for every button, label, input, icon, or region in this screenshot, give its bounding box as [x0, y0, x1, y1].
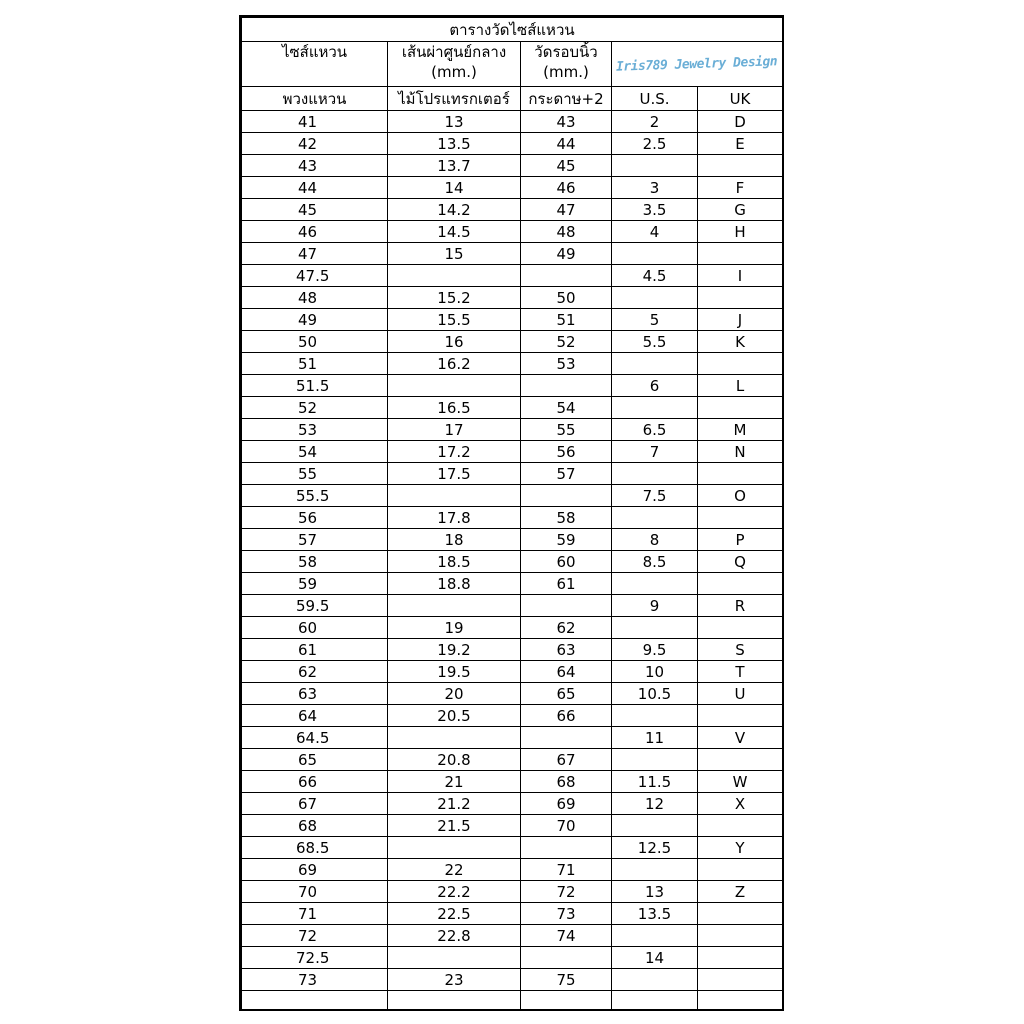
cell-circumference: 54 — [521, 397, 612, 419]
cell-us-size: 7.5 — [612, 485, 698, 507]
cell-uk-size — [698, 969, 783, 991]
cell-uk-size: K — [698, 331, 783, 353]
table-row — [242, 133, 783, 155]
cell-uk-size — [698, 573, 783, 595]
cell-uk-size — [698, 617, 783, 639]
cell-uk-size — [698, 507, 783, 529]
cell-uk-size: D — [698, 111, 783, 133]
cell-us-size — [612, 243, 698, 265]
table-row — [242, 771, 783, 793]
cell-diameter: 22.5 — [388, 903, 521, 925]
table-row — [242, 375, 783, 397]
cell-ring-size: 55 — [242, 463, 388, 485]
cell-us-size: 12 — [612, 793, 698, 815]
cell-diameter: 19.2 — [388, 639, 521, 661]
cell-circumference: 56 — [521, 441, 612, 463]
cell-circumference: 52 — [521, 331, 612, 353]
cell-diameter: 14.5 — [388, 221, 521, 243]
cell-diameter: 17 — [388, 419, 521, 441]
cell-ring-size: 73 — [242, 969, 388, 991]
cell-ring-size: 57 — [242, 529, 388, 551]
cell-us-size: 2 — [612, 111, 698, 133]
cell-us-size: 8 — [612, 529, 698, 551]
cell-ring-size: 54 — [242, 441, 388, 463]
cell-diameter: 18 — [388, 529, 521, 551]
cell-uk-size: U — [698, 683, 783, 705]
table-row — [242, 595, 783, 617]
cell-uk-size: P — [698, 529, 783, 551]
cell-ring-size: 51.5 — [242, 375, 388, 397]
table-row — [242, 881, 783, 903]
cell-uk-size: T — [698, 661, 783, 683]
table-row — [242, 309, 783, 331]
cell-ring-size: 51 — [242, 353, 388, 375]
cell-us-size: 4.5 — [612, 265, 698, 287]
cell-diameter — [388, 727, 521, 749]
subheader-paper: กระดาษ+2 — [521, 87, 612, 111]
cell-uk-size: S — [698, 639, 783, 661]
cell-diameter — [388, 375, 521, 397]
cell-circumference: 63 — [521, 639, 612, 661]
cell-ring-size: 50 — [242, 331, 388, 353]
cell-us-size — [612, 573, 698, 595]
cell-diameter: 14.2 — [388, 199, 521, 221]
cell-us-size — [612, 991, 698, 1012]
cell-diameter: 18.5 — [388, 551, 521, 573]
cell-diameter: 13.7 — [388, 155, 521, 177]
table-row — [242, 485, 783, 507]
header-row — [242, 42, 783, 87]
cell-circumference: 70 — [521, 815, 612, 837]
table-row — [242, 749, 783, 771]
cell-ring-size: 48 — [242, 287, 388, 309]
cell-diameter — [388, 265, 521, 287]
cell-diameter — [388, 837, 521, 859]
cell-circumference: 51 — [521, 309, 612, 331]
cell-circumference — [521, 727, 612, 749]
cell-uk-size — [698, 243, 783, 265]
cell-uk-size: F — [698, 177, 783, 199]
cell-ring-size: 52 — [242, 397, 388, 419]
cell-ring-size: 68.5 — [242, 837, 388, 859]
cell-ring-size: 59 — [242, 573, 388, 595]
cell-us-size — [612, 925, 698, 947]
cell-uk-size: V — [698, 727, 783, 749]
cell-us-size: 14 — [612, 947, 698, 969]
subheader-protractor: ไม้โปรแทรกเตอร์ — [388, 87, 521, 111]
cell-diameter: 22.2 — [388, 881, 521, 903]
cell-circumference: 53 — [521, 353, 612, 375]
cell-ring-size: 47.5 — [242, 265, 388, 287]
cell-uk-size — [698, 287, 783, 309]
cell-circumference: 57 — [521, 463, 612, 485]
cell-ring-size: 45 — [242, 199, 388, 221]
cell-diameter: 16.2 — [388, 353, 521, 375]
cell-diameter: 22.8 — [388, 925, 521, 947]
cell-circumference: 68 — [521, 771, 612, 793]
cell-ring-size: 53 — [242, 419, 388, 441]
cell-us-size — [612, 705, 698, 727]
cell-ring-size: 49 — [242, 309, 388, 331]
cell-ring-size: 72 — [242, 925, 388, 947]
cell-us-size — [612, 617, 698, 639]
table-row — [242, 639, 783, 661]
cell-circumference: 49 — [521, 243, 612, 265]
cell-uk-size: Y — [698, 837, 783, 859]
cell-uk-size: J — [698, 309, 783, 331]
table-row — [242, 331, 783, 353]
cell-uk-size: R — [698, 595, 783, 617]
cell-us-size — [612, 749, 698, 771]
ring-size-chart — [239, 15, 784, 1011]
cell-circumference: 44 — [521, 133, 612, 155]
cell-us-size — [612, 353, 698, 375]
cell-uk-size — [698, 705, 783, 727]
table-row — [242, 947, 783, 969]
header-ring-size: ไซส์แหวน — [242, 42, 388, 87]
cell-us-size: 13.5 — [612, 903, 698, 925]
cell-circumference — [521, 485, 612, 507]
table-row — [242, 353, 783, 375]
cell-ring-size: 60 — [242, 617, 388, 639]
cell-diameter: 21.5 — [388, 815, 521, 837]
cell-ring-size: 72.5 — [242, 947, 388, 969]
cell-uk-size: H — [698, 221, 783, 243]
header-diameter: เส้นผ่าศูนย์กลาง (mm.) — [388, 42, 521, 87]
table-row — [242, 705, 783, 727]
cell-us-size: 4 — [612, 221, 698, 243]
cell-circumference: 62 — [521, 617, 612, 639]
cell-us-size: 10 — [612, 661, 698, 683]
cell-uk-size: N — [698, 441, 783, 463]
cell-diameter: 13 — [388, 111, 521, 133]
cell-us-size: 3 — [612, 177, 698, 199]
subheader-row — [242, 87, 783, 111]
table-row — [242, 243, 783, 265]
cell-ring-size: 61 — [242, 639, 388, 661]
cell-circumference: 69 — [521, 793, 612, 815]
cell-us-size — [612, 397, 698, 419]
cell-ring-size: 55.5 — [242, 485, 388, 507]
table-row — [242, 683, 783, 705]
cell-ring-size: 63 — [242, 683, 388, 705]
cell-circumference: 55 — [521, 419, 612, 441]
table-row — [242, 727, 783, 749]
table-row — [242, 221, 783, 243]
cell-circumference: 59 — [521, 529, 612, 551]
cell-uk-size — [698, 155, 783, 177]
cell-circumference — [521, 947, 612, 969]
cell-circumference — [521, 595, 612, 617]
cell-us-size: 9 — [612, 595, 698, 617]
cell-diameter: 22 — [388, 859, 521, 881]
cell-uk-size — [698, 859, 783, 881]
cell-ring-size: 64 — [242, 705, 388, 727]
cell-us-size: 5.5 — [612, 331, 698, 353]
brand-logo: Iris789 Jewelry Design — [612, 42, 783, 87]
cell-diameter: 21 — [388, 771, 521, 793]
cell-diameter — [388, 947, 521, 969]
cell-us-size: 7 — [612, 441, 698, 463]
cell-circumference: 46 — [521, 177, 612, 199]
cell-circumference: 64 — [521, 661, 612, 683]
cell-us-size: 11 — [612, 727, 698, 749]
cell-circumference: 45 — [521, 155, 612, 177]
cell-ring-size: 68 — [242, 815, 388, 837]
cell-diameter: 18.8 — [388, 573, 521, 595]
table-row — [242, 815, 783, 837]
cell-uk-size — [698, 815, 783, 837]
cell-ring-size: 47 — [242, 243, 388, 265]
table-row — [242, 793, 783, 815]
cell-circumference: 60 — [521, 551, 612, 573]
cell-uk-size: Q — [698, 551, 783, 573]
cell-diameter: 14 — [388, 177, 521, 199]
table-row — [242, 859, 783, 881]
cell-circumference: 65 — [521, 683, 612, 705]
cell-diameter: 20.8 — [388, 749, 521, 771]
cell-ring-size: 67 — [242, 793, 388, 815]
cell-diameter: 21.2 — [388, 793, 521, 815]
cell-circumference: 72 — [521, 881, 612, 903]
cell-us-size — [612, 815, 698, 837]
cell-diameter: 13.5 — [388, 133, 521, 155]
cell-us-size — [612, 507, 698, 529]
cell-uk-size: Z — [698, 881, 783, 903]
cell-us-size: 2.5 — [612, 133, 698, 155]
ring-size-table — [241, 17, 783, 1011]
table-row — [242, 969, 783, 991]
table-row — [242, 463, 783, 485]
cell-diameter: 16.5 — [388, 397, 521, 419]
table-row — [242, 529, 783, 551]
header-circumference: วัดรอบนิ้ว (mm.) — [521, 42, 612, 87]
table-row — [242, 199, 783, 221]
cell-uk-size: G — [698, 199, 783, 221]
cell-ring-size: 70 — [242, 881, 388, 903]
cell-us-size: 6 — [612, 375, 698, 397]
cell-us-size — [612, 155, 698, 177]
cell-circumference: 47 — [521, 199, 612, 221]
cell-diameter — [388, 595, 521, 617]
cell-us-size: 10.5 — [612, 683, 698, 705]
subheader-us: U.S. — [612, 87, 698, 111]
table-row — [242, 397, 783, 419]
cell-diameter: 23 — [388, 969, 521, 991]
cell-us-size: 3.5 — [612, 199, 698, 221]
cell-circumference: 48 — [521, 221, 612, 243]
cell-uk-size: E — [698, 133, 783, 155]
cell-circumference — [521, 837, 612, 859]
cell-ring-size: 71 — [242, 903, 388, 925]
cell-ring-size: 41 — [242, 111, 388, 133]
table-row — [242, 551, 783, 573]
cell-diameter: 17.2 — [388, 441, 521, 463]
cell-us-size: 13 — [612, 881, 698, 903]
cell-uk-size — [698, 925, 783, 947]
cell-circumference: 43 — [521, 111, 612, 133]
cell-uk-size — [698, 463, 783, 485]
cell-ring-size — [242, 991, 388, 1012]
cell-circumference — [521, 265, 612, 287]
cell-us-size — [612, 463, 698, 485]
cell-diameter: 17.5 — [388, 463, 521, 485]
cell-us-size: 12.5 — [612, 837, 698, 859]
cell-ring-size: 43 — [242, 155, 388, 177]
cell-circumference: 50 — [521, 287, 612, 309]
table-row — [242, 155, 783, 177]
cell-circumference: 67 — [521, 749, 612, 771]
table-row — [242, 661, 783, 683]
cell-diameter: 15.5 — [388, 309, 521, 331]
cell-diameter: 17.8 — [388, 507, 521, 529]
cell-ring-size: 64.5 — [242, 727, 388, 749]
cell-us-size: 8.5 — [612, 551, 698, 573]
table-row — [242, 573, 783, 595]
cell-diameter — [388, 991, 521, 1012]
table-row — [242, 287, 783, 309]
table-row — [242, 265, 783, 287]
subheader-ring-gauge: พวงแหวน — [242, 87, 388, 111]
table-row — [242, 177, 783, 199]
cell-uk-size — [698, 991, 783, 1012]
cell-circumference: 75 — [521, 969, 612, 991]
cell-uk-size — [698, 353, 783, 375]
cell-us-size: 11.5 — [612, 771, 698, 793]
cell-us-size: 9.5 — [612, 639, 698, 661]
cell-ring-size: 56 — [242, 507, 388, 529]
cell-circumference: 66 — [521, 705, 612, 727]
cell-circumference — [521, 375, 612, 397]
cell-circumference: 71 — [521, 859, 612, 881]
cell-diameter — [388, 485, 521, 507]
cell-us-size — [612, 969, 698, 991]
cell-uk-size — [698, 397, 783, 419]
cell-us-size — [612, 287, 698, 309]
cell-uk-size: O — [698, 485, 783, 507]
cell-circumference — [521, 991, 612, 1012]
table-row — [242, 441, 783, 463]
cell-ring-size: 66 — [242, 771, 388, 793]
cell-circumference: 61 — [521, 573, 612, 595]
cell-ring-size: 42 — [242, 133, 388, 155]
title-row — [242, 18, 783, 42]
cell-uk-size: L — [698, 375, 783, 397]
cell-ring-size: 46 — [242, 221, 388, 243]
cell-uk-size: I — [698, 265, 783, 287]
table-row — [242, 111, 783, 133]
cell-diameter: 19 — [388, 617, 521, 639]
cell-us-size: 6.5 — [612, 419, 698, 441]
table-row — [242, 837, 783, 859]
cell-ring-size: 62 — [242, 661, 388, 683]
table-row — [242, 419, 783, 441]
cell-uk-size — [698, 903, 783, 925]
cell-circumference: 74 — [521, 925, 612, 947]
table-row — [242, 507, 783, 529]
table-row — [242, 925, 783, 947]
cell-ring-size: 44 — [242, 177, 388, 199]
cell-uk-size — [698, 947, 783, 969]
cell-ring-size: 69 — [242, 859, 388, 881]
cell-diameter: 15.2 — [388, 287, 521, 309]
cell-ring-size: 59.5 — [242, 595, 388, 617]
table-row — [242, 991, 783, 1012]
cell-us-size: 5 — [612, 309, 698, 331]
cell-uk-size: W — [698, 771, 783, 793]
cell-us-size — [612, 859, 698, 881]
cell-diameter: 19.5 — [388, 661, 521, 683]
cell-diameter: 15 — [388, 243, 521, 265]
cell-diameter: 16 — [388, 331, 521, 353]
table-row — [242, 617, 783, 639]
table-row — [242, 903, 783, 925]
cell-uk-size — [698, 749, 783, 771]
cell-circumference: 58 — [521, 507, 612, 529]
cell-diameter: 20.5 — [388, 705, 521, 727]
chart-title: ตารางวัดไซส์แหวน — [242, 18, 783, 42]
subheader-uk: UK — [698, 87, 783, 111]
cell-uk-size: X — [698, 793, 783, 815]
cell-ring-size: 65 — [242, 749, 388, 771]
cell-ring-size: 58 — [242, 551, 388, 573]
cell-circumference: 73 — [521, 903, 612, 925]
cell-uk-size: M — [698, 419, 783, 441]
cell-diameter: 20 — [388, 683, 521, 705]
